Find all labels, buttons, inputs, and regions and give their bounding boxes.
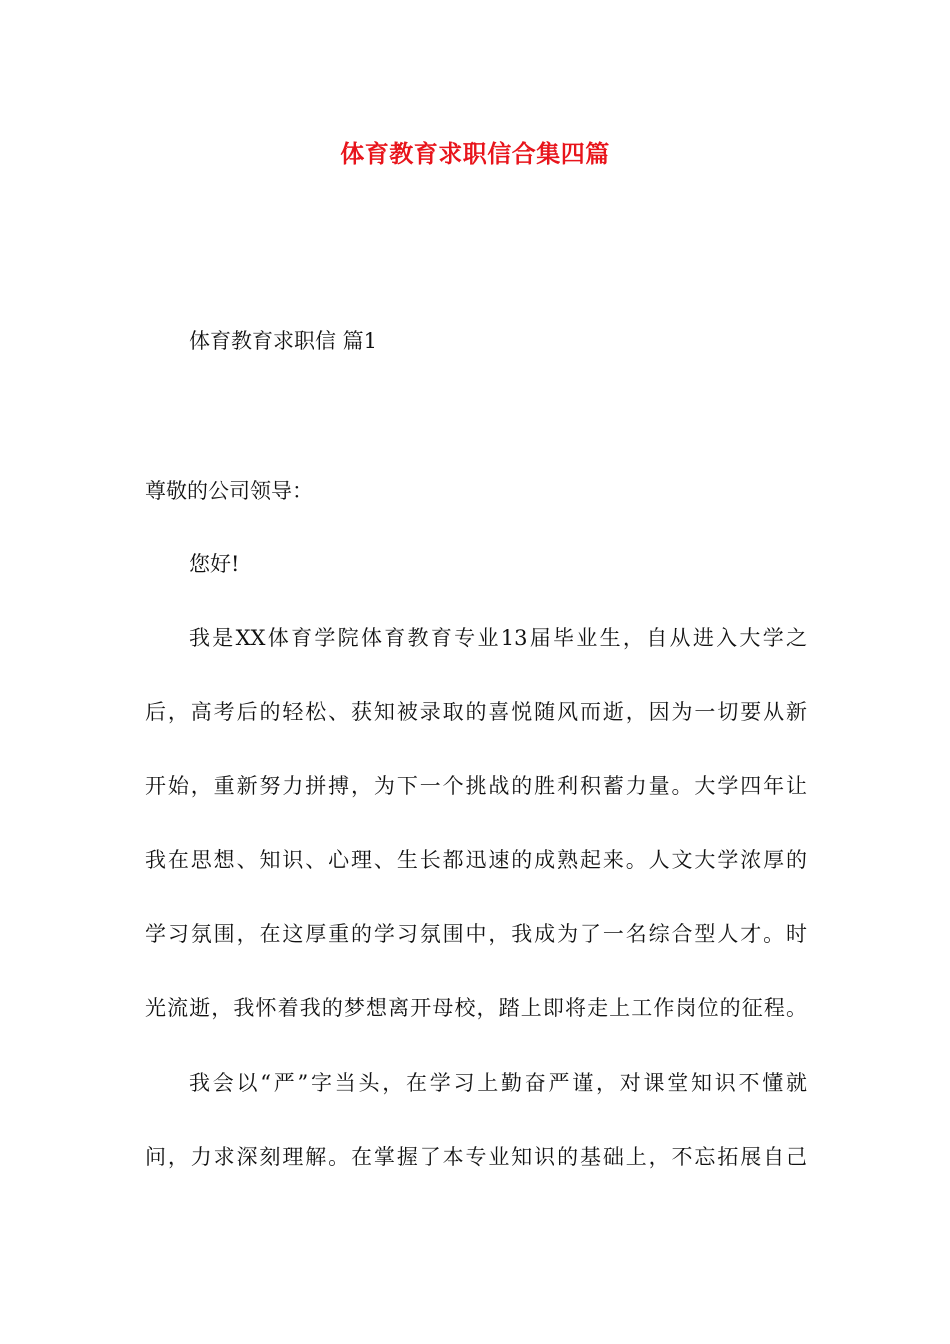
paragraph-1-line-5: 学习氛围，在这厚重的学习氛围中，我成为了一名综合型人才。时 xyxy=(145,922,807,946)
paragraph-1-line-3: 开始，重新努力拼搏，为下一个挑战的胜利积蓄力量。大学四年让 xyxy=(145,774,807,798)
section-heading: 体育教育求职信 篇1 xyxy=(189,329,378,353)
paragraph-2-line-1: 我会以“严”字当头，在学习上勤奋严谨，对课堂知识不懂就 xyxy=(189,1071,807,1095)
paragraph-1-line-4: 我在思想、知识、心理、生长都迅速的成熟起来。人文大学浓厚的 xyxy=(145,848,807,872)
greeting: 您好! xyxy=(189,552,240,576)
paragraph-2-line-2: 问，力求深刻理解。在掌握了本专业知识的基础上，不忘拓展自己 xyxy=(145,1145,807,1169)
salutation: 尊敬的公司领导： xyxy=(145,479,313,503)
paragraph-1-line-2: 后，高考后的轻松、获知被录取的喜悦随风而逝，因为一切要从新 xyxy=(145,700,807,724)
paragraph-1-line-1: 我是XX体育学院体育教育专业13届毕业生，自从进入大学之 xyxy=(189,626,807,650)
paragraph-1-line-6: 光流逝，我怀着我的梦想离开母校，踏上即将走上工作岗位的征程。 xyxy=(145,996,807,1020)
document-title: 体育教育求职信合集四篇 xyxy=(340,139,610,168)
